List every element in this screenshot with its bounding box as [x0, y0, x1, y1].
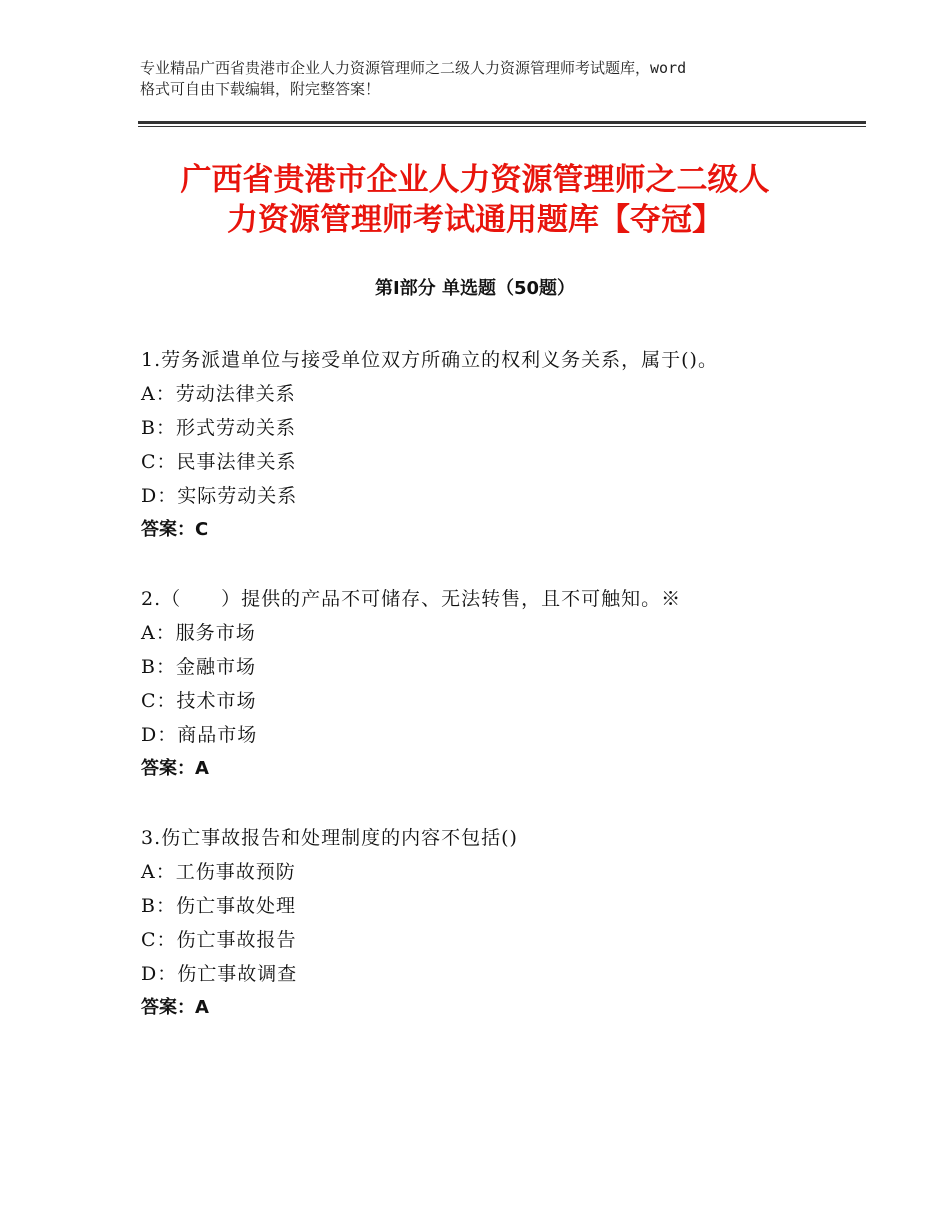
question-option: C：伤亡事故报告 [141, 929, 297, 951]
question-option: C：民事法律关系 [141, 451, 297, 473]
question-option: A：服务市场 [141, 622, 256, 644]
question-item [141, 821, 861, 1025]
question-stem: 2.（ ）提供的产品不可储存、无法转售，且不可触知。※ [141, 588, 682, 610]
document-title-line-2: 力资源管理师考试通用题库【夺冠】 [227, 202, 723, 238]
question-item [141, 343, 861, 547]
document-title-line-1: 广西省贵港市企业人力资源管理师之二级人 [180, 162, 770, 198]
question-option: A：工伤事故预防 [141, 861, 296, 883]
question-stem: 1.劳务派遣单位与接受单位双方所确立的权利义务关系，属于()。 [141, 349, 718, 371]
question-list [141, 343, 861, 1060]
header-note [140, 58, 840, 100]
question-answer: 答案：A [141, 758, 209, 779]
header-divider-thick [138, 121, 866, 124]
question-option: D：商品市场 [141, 724, 258, 746]
header-note-line-1: 专业精品广西省贵港市企业人力资源管理师之二级人力资源管理师考试题库，word [140, 59, 687, 77]
question-option: A：劳动法律关系 [141, 383, 296, 405]
question-answer: 答案：A [141, 997, 209, 1018]
question-option: D：实际劳动关系 [141, 485, 298, 507]
question-option: D：伤亡事故调查 [141, 963, 298, 985]
document-title [120, 160, 830, 240]
question-item [141, 582, 861, 786]
question-option: B：伤亡事故处理 [141, 895, 296, 917]
question-option: B：金融市场 [141, 656, 256, 678]
question-option: C：技术市场 [141, 690, 257, 712]
section-title: 第Ⅰ部分 单选题（50题） [374, 278, 575, 299]
question-stem: 3.伤亡事故报告和处理制度的内容不包括() [141, 827, 518, 849]
header-note-line-2: 格式可自由下载编辑，附完整答案！ [140, 80, 381, 98]
question-option: B：形式劳动关系 [141, 417, 296, 439]
question-answer: 答案：C [141, 519, 209, 540]
header-divider-thin [138, 126, 866, 127]
